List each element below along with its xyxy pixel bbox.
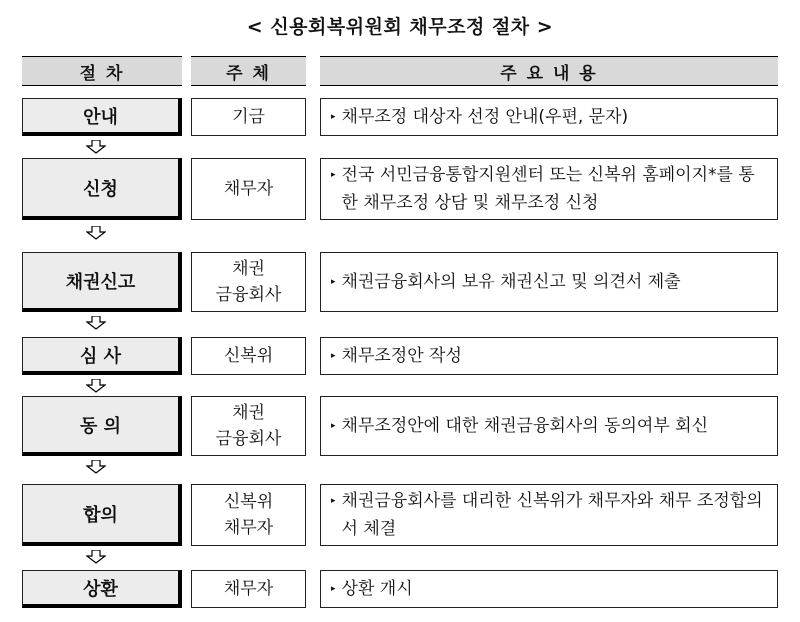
- step-box-claim-report: 채권신고: [22, 252, 182, 312]
- actor-box-apply: 채무자: [191, 158, 306, 220]
- desc-box-review: [320, 337, 778, 375]
- header-step: 절 차: [22, 56, 182, 86]
- actor-box-repayment: 채무자: [191, 570, 306, 608]
- desc-box-consent: [320, 396, 778, 456]
- down-arrow-icon: [86, 550, 106, 564]
- bullet-triangle-icon: ▸: [331, 584, 336, 594]
- desc-text-agreement: 채권금융회사를 대리한 신복위가 채무자와 채무 조정합의서 체결: [341, 491, 763, 539]
- header-actor: 주 체: [191, 56, 306, 86]
- actor-box-claim-report: 채권 금융회사: [191, 252, 306, 312]
- step-box-agreement: 합의: [22, 484, 182, 546]
- down-arrow-icon: [86, 226, 106, 240]
- down-arrow-icon: [86, 140, 106, 154]
- desc-box-agreement: [320, 484, 778, 546]
- bullet-triangle-icon: ▸: [331, 170, 336, 180]
- down-arrow-icon: [86, 379, 106, 393]
- step-box-apply: 신청: [22, 158, 182, 220]
- desc-text-guide: 채무조정 대상자 선정 안내(우편, 문자): [341, 107, 629, 127]
- desc-text-review: 채무조정안 작성: [341, 346, 462, 366]
- actor-box-review: 신복위: [191, 337, 306, 375]
- step-box-review: 심 사: [22, 337, 182, 375]
- desc-text-repayment: 상환 개시: [341, 579, 413, 599]
- header-content: 주 요 내 용: [320, 56, 778, 86]
- desc-text-consent: 채무조정안에 대한 채권금융회사의 동의여부 회신: [341, 416, 709, 436]
- desc-text-apply: 전국 서민금융통합지원센터 또는 신복위 홈페이지*를 통한 채무조정 상담 및 채무조정 신청: [341, 165, 755, 213]
- actor-box-guide: 기금: [191, 98, 306, 136]
- actor-box-agreement: 신복위 채무자: [191, 484, 306, 546]
- desc-box-apply: [320, 158, 778, 220]
- step-box-repayment: 상환: [22, 570, 182, 608]
- bullet-triangle-icon: ▸: [331, 496, 336, 506]
- down-arrow-icon: [86, 316, 106, 330]
- bullet-triangle-icon: ▸: [331, 277, 336, 287]
- diagram-title: < 신용회복위원회 채무조정 절차 >: [246, 16, 554, 38]
- step-box-guide: 안내: [22, 98, 182, 136]
- down-arrow-icon: [86, 460, 106, 474]
- bullet-triangle-icon: ▸: [331, 351, 336, 361]
- bullet-triangle-icon: ▸: [331, 421, 336, 431]
- desc-box-guide: [320, 98, 778, 136]
- desc-box-claim-report: [320, 252, 778, 312]
- step-box-consent: 동 의: [22, 396, 182, 456]
- bullet-triangle-icon: ▸: [331, 112, 336, 122]
- desc-box-repayment: [320, 570, 778, 608]
- actor-box-consent: 채권 금융회사: [191, 396, 306, 456]
- desc-text-claim-report: 채권금융회사의 보유 채권신고 및 의견서 제출: [341, 272, 681, 292]
